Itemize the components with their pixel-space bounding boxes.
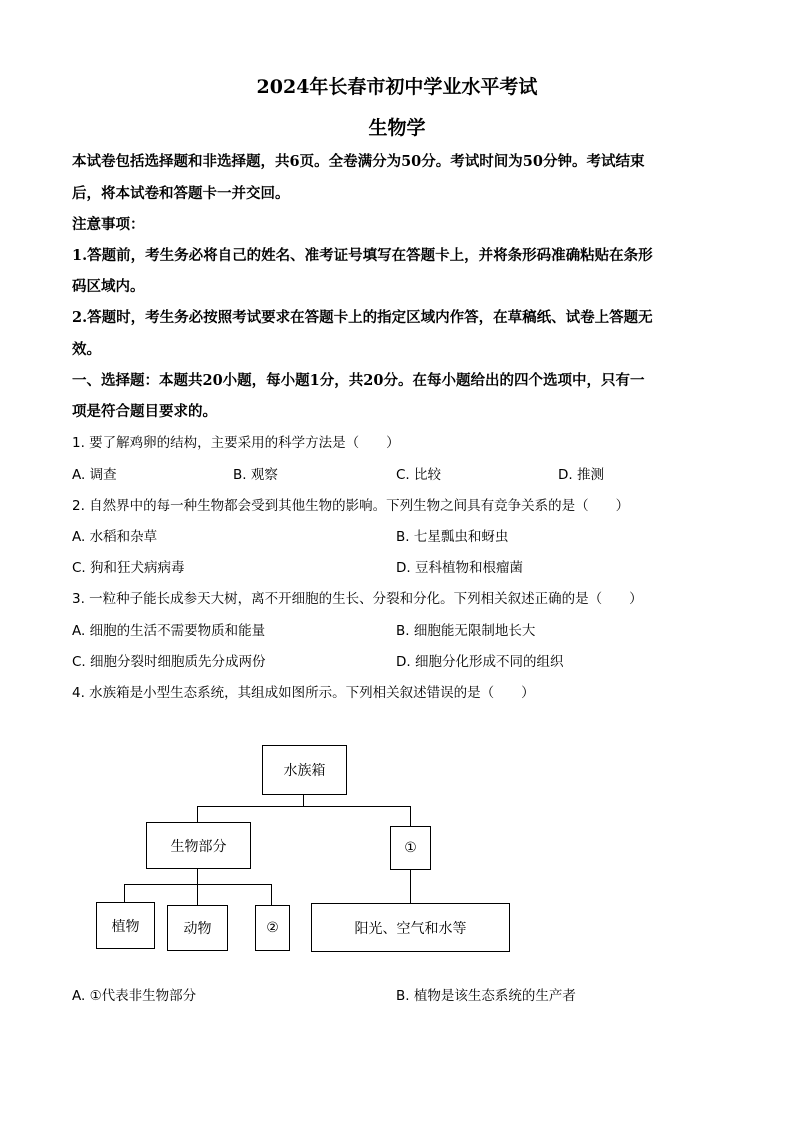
diagram-root-box: 水族箱 [262,745,347,795]
section-1-line-1: 一、选择题：本题共20小题，每小题1分，共20分。在每小题给出的四个选项中，只有一 [72,372,645,389]
question-1-option-c: C. 比较 [396,467,442,483]
connector [410,869,411,903]
notice-item-2-line-2: 效。 [72,341,101,358]
question-4-option-b: B. 植物是该生态系统的生产者 [396,988,576,1004]
notice-item-1-line-2: 码区域内。 [72,278,145,295]
question-3-option-a: A. 细胞的生活不需要物质和能量 [72,623,266,639]
question-1-stem: 1. 要了解鸡卵的结构，主要采用的科学方法是（ ） [72,435,400,451]
question-4-option-a: A. ①代表非生物部分 [72,988,197,1004]
connector [124,884,272,885]
diagram-nonliving-box: ① [390,826,431,870]
connector [303,794,304,806]
question-4-stem: 4. 水族箱是小型生态系统，其组成如图所示。下列相关叙述错误的是（ ） [72,685,535,701]
intro-line-2: 后，将本试卷和答题卡一并交回。 [72,185,290,202]
question-2-option-a: A. 水稻和杂草 [72,529,158,545]
question-3-stem: 3. 一粒种子能长成参天大树，离不开细胞的生长、分裂和分化。下列相关叙述正确的是（ ） [72,591,643,607]
question-2-option-b: B. 七星瓢虫和蚜虫 [396,529,509,545]
question-2-option-c: C. 狗和狂犬病病毒 [72,560,185,576]
section-1-line-2: 项是符合题目要求的。 [72,403,217,420]
diagram-factors-box: 阳光、空气和水等 [311,903,510,952]
exam-subject: 生物学 [368,117,426,139]
connector [410,806,411,826]
connector [197,868,198,884]
notice-item-1-line-1: 1.答题前，考生务必将自己的姓名、准考证号填写在答题卡上，并将条形码准确粘贴在条形 [72,247,653,264]
question-1-option-d: D. 推测 [558,467,604,483]
question-3-option-d: D. 细胞分化形成不同的组织 [396,654,564,670]
diagram-animal-box: 动物 [167,905,228,951]
diagram-plant-box: 植物 [96,902,155,949]
connector [271,884,272,905]
question-2-stem: 2. 自然界中的每一种生物都会受到其他生物的影响。下列生物之间具有竞争关系的是（ ） [72,498,630,514]
diagram-second-box: ② [255,905,290,951]
connector [197,806,411,807]
exam-title: 2024年长春市初中学业水平考试 [256,76,538,98]
intro-line-1: 本试卷包括选择题和非选择题，共6页。全卷满分为50分。考试时间为50分钟。考试结束 [72,153,645,170]
notice-item-2-line-1: 2.答题时，考生务必按照考试要求在答题卡上的指定区域内作答，在草稿纸、试卷上答题无 [72,309,653,326]
connector [197,806,198,822]
notice-heading: 注意事项： [72,216,145,233]
question-1-option-b: B. 观察 [233,467,278,483]
question-3-option-b: B. 细胞能无限制地长大 [396,623,536,639]
diagram-living-box: 生物部分 [146,822,251,869]
connector [124,884,125,902]
question-3-option-c: C. 细胞分裂时细胞质先分成两份 [72,654,266,670]
question-2-option-d: D. 豆科植物和根瘤菌 [396,560,523,576]
connector [197,884,198,905]
question-1-option-a: A. 调查 [72,467,117,483]
